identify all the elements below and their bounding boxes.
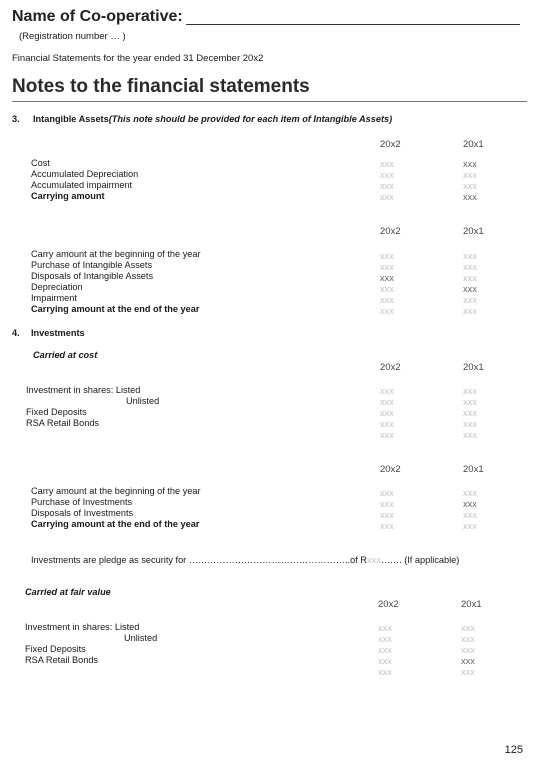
note4-cost-value-b: xxx <box>463 386 477 396</box>
pledge-statement <box>31 555 459 565</box>
note4-cost-value-a: xxx <box>380 408 394 418</box>
note4-fair-label: Unlisted <box>124 633 158 643</box>
note3-t2-value-b: xxx <box>463 306 477 316</box>
note4-move-value-b: xxx <box>463 510 477 520</box>
note4-move-label: Carry amount at the beginning of the year <box>31 486 201 496</box>
note3-t1-label: Cost <box>31 158 50 168</box>
note4-cost-label: RSA Retail Bonds <box>26 418 100 428</box>
page-number: 125 <box>504 744 523 756</box>
pledge-prefix: Investments are pledge as security for ……………………………………………..of R <box>31 555 367 565</box>
note4-cost-year-2: 20x1 <box>463 362 484 373</box>
cooperative-name-label: Name of Co-operative: <box>12 8 183 25</box>
note4-cost-label: Investment in shares: Listed <box>26 385 141 395</box>
note4-move-year-2: 20x1 <box>463 464 484 475</box>
notes-title-rule <box>12 101 527 102</box>
note3-t1-value-b: xxx <box>463 181 477 191</box>
note3-t2-year-1: 20x2 <box>380 226 401 237</box>
note3-t2-total-label: Carrying amount at the end of the year <box>31 304 200 314</box>
note3-title: Intangible Assets <box>33 114 109 124</box>
pledge-suffix: ……. (If applicable) <box>380 555 460 565</box>
note3-heading <box>33 114 392 124</box>
carried-at-cost-heading: Carried at cost <box>33 350 98 360</box>
note4-cost-total-a: xxx <box>380 430 394 440</box>
note3-instruction: (This note should be provided for each item of Intangible Assets) <box>108 114 393 124</box>
cooperative-name-line <box>186 24 520 25</box>
note3-t1-value-b: xxx <box>463 170 477 180</box>
note3-t2-value-a: xxx <box>380 251 394 261</box>
note4-cost-value-b: xxx <box>463 408 477 418</box>
note4-move-year-1: 20x2 <box>380 464 401 475</box>
note3-t2-value-a: xxx <box>380 306 394 316</box>
note4-move-value-b: xxx <box>463 521 477 531</box>
note4-move-value-b: xxx <box>463 488 477 498</box>
note4-cost-total-b: xxx <box>463 430 477 440</box>
note3-t1-label: Accumulated Depreciation <box>31 169 139 179</box>
note3-t2-value-b: xxx <box>463 295 477 305</box>
note4-move-label: Disposals of Investments <box>31 508 134 518</box>
note4-fair-value-a: xxx <box>378 623 392 633</box>
note4-move-total-label: Carrying amount at the end of the year <box>31 519 200 529</box>
note4-move-value-b: xxx <box>463 499 477 509</box>
note3-t2-year-2: 20x1 <box>463 226 484 237</box>
note3-t2-value-b: xxx <box>463 251 477 261</box>
note4-move-label: Purchase of Investments <box>31 497 133 507</box>
note4-cost-year-1: 20x2 <box>380 362 401 373</box>
note3-t2-value-b: xxx <box>463 262 477 272</box>
note4-move-value-a: xxx <box>380 499 394 509</box>
note4-cost-label: Unlisted <box>126 396 160 406</box>
note4-fair-label: RSA Retail Bonds <box>25 655 99 665</box>
registration-number: (Registration number … ) <box>19 31 126 42</box>
note3-t2-label: Disposals of Intangible Assets <box>31 271 154 281</box>
note3-t2-value-a: xxx <box>380 262 394 272</box>
note3-t2-label: Purchase of Intangible Assets <box>31 260 153 270</box>
note3-t1-total-label: Carrying amount <box>31 191 105 201</box>
notes-title: Notes to the financial statements <box>12 76 310 97</box>
note4-fair-value-b: xxx <box>461 656 475 666</box>
note3-t1-value-a: xxx <box>380 181 394 191</box>
note3-t1-value-b: xxx <box>463 159 477 169</box>
note3-t2-value-b: xxx <box>463 273 477 283</box>
note4-cost-value-b: xxx <box>463 397 477 407</box>
pledge-amount: xxx <box>366 555 381 565</box>
note4-cost-value-b: xxx <box>463 419 477 429</box>
note3-t1-value-a: xxx <box>380 192 394 202</box>
note4-fair-year-2: 20x1 <box>461 599 482 610</box>
note4-fair-value-a: xxx <box>378 634 392 644</box>
note4-title: Investments <box>31 328 85 338</box>
note4-fair-label: Investment in shares: Listed <box>25 622 140 632</box>
note4-fair-year-1: 20x2 <box>378 599 399 610</box>
note4-fair-label: Fixed Deposits <box>25 644 86 654</box>
note3-t2-label: Impairment <box>31 293 77 303</box>
carried-at-fair-value-heading: Carried at fair value <box>25 587 111 597</box>
note4-fair-value-b: xxx <box>461 623 475 633</box>
note3-t2-value-a: xxx <box>380 273 394 283</box>
note3-t1-year-1: 20x2 <box>380 139 401 150</box>
note3-t2-value-b: xxx <box>463 284 477 294</box>
note4-move-value-a: xxx <box>380 510 394 520</box>
note3-t1-year-2: 20x1 <box>463 139 484 150</box>
note4-cost-label: Fixed Deposits <box>26 407 87 417</box>
note3-number: 3. <box>12 114 20 124</box>
note3-t2-label: Carry amount at the beginning of the year <box>31 249 201 259</box>
note4-move-value-a: xxx <box>380 488 394 498</box>
note4-fair-value-b: xxx <box>461 634 475 644</box>
note4-cost-value-a: xxx <box>380 386 394 396</box>
note4-fair-total-a: xxx <box>378 667 392 677</box>
note3-t1-label: Accumulated impairment <box>31 180 133 190</box>
note3-t1-value-a: xxx <box>380 159 394 169</box>
note3-t2-label: Depreciation <box>31 282 83 292</box>
note4-fair-value-b: xxx <box>461 645 475 655</box>
note3-t2-value-a: xxx <box>380 295 394 305</box>
note3-t2-value-a: xxx <box>380 284 394 294</box>
note4-fair-value-a: xxx <box>378 656 392 666</box>
note4-cost-value-a: xxx <box>380 397 394 407</box>
note4-fair-total-b: xxx <box>461 667 475 677</box>
note4-move-value-a: xxx <box>380 521 394 531</box>
note4-number: 4. <box>12 328 20 338</box>
note4-fair-value-a: xxx <box>378 645 392 655</box>
note3-t1-value-a: xxx <box>380 170 394 180</box>
note4-cost-value-a: xxx <box>380 419 394 429</box>
note3-t1-value-b: xxx <box>463 192 477 202</box>
financial-statements-year: Financial Statements for the year ended 31 December 20x2 <box>12 53 264 64</box>
